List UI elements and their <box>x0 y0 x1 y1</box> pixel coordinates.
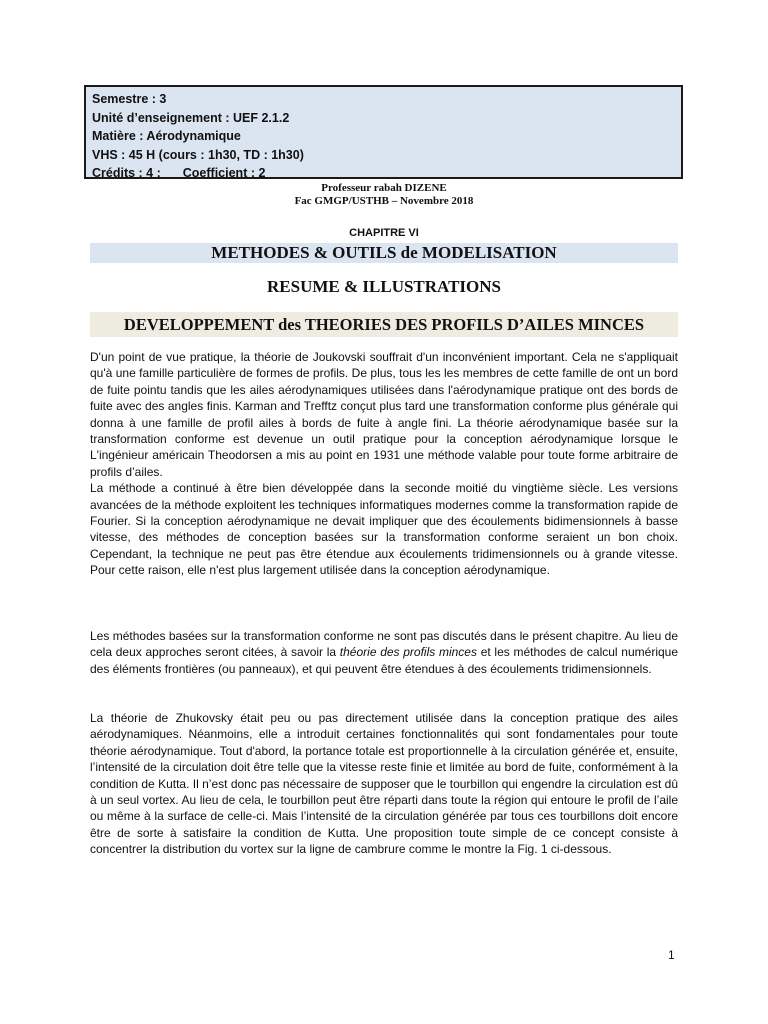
coefficient-value: Coefficient : 2 <box>182 166 266 180</box>
subject-line: Matière : Aérodynamique <box>92 129 241 143</box>
chapter-label: CHAPITRE VI <box>349 227 419 239</box>
credits-value: Crédits : 4 ; <box>92 166 161 180</box>
paragraph-4: La théorie de Zhukovsky était peu ou pas directement utilisée dans la conception pratique des ailes aérodynamiques. Néanmoins, elle a introduit certaines fonctionnalités qui sont fondamentales pour toute théorie aérodynamique. Tout d'abord, la portance totale est proportionnelle à la circulation générée et, ensuite, l’intensité de la circulation doit être telle que la vitesse reste finie et limitée au bord de fuite, conformément à la condition de Kutta. Il n’est donc pas nécessaire de supposer que le tourbillon qui engendre la circulation est dû à un seul vortex. Au lieu de cela, le tourbillon peut être réparti dans toute la région qui entoure le profil de l’aile ou même à la surface de celle-ci. Mais l’intensité de la circulation générée par tous ces tourbillons doit encore être de sorte à satisfaire la condition de Kutta. Une proposition toute simple de ce concept consiste à concentrer la distribution du vortex sur la ligne de cambrure comme le montre la Fig. 1 ci-dessous. <box>90 711 678 857</box>
hours-line: VHS : 45 H (cours : 1h30, TD : 1h30) <box>92 147 304 162</box>
page-title: METHODES & OUTILS de MODELISATION <box>90 243 678 263</box>
paragraph-4-block <box>90 710 678 858</box>
page-number: 1 <box>668 948 675 962</box>
semester-line: Semestre : 3 <box>92 92 167 106</box>
paragraph-3-start: Les méthodes basées sur la transformation conforme ne sont pas discutés dans le présent chapitre. Au lieu de cela deux approches seront citées, à savoir la <box>90 629 678 660</box>
author-affiliation: Fac GMGP/USTHB – Novembre 2018 <box>294 195 474 207</box>
body-block-1 <box>90 349 678 579</box>
teaching-unit-line: Unité d’enseignement : UEF 2.1.2 <box>92 110 290 125</box>
author-name: Professeur rabah DIZENE <box>321 182 447 194</box>
credits-coefficient-line <box>92 164 674 183</box>
thin-airfoil-theory-emphasis: théorie des profils minces <box>339 645 477 660</box>
section-heading: DEVELOPPEMENT des THEORIES DES PROFILS D’AILES MINCES <box>90 312 678 337</box>
paragraph-1: D'un point de vue pratique, la théorie de Joukovski souffrait d'un inconvénient important. Cela ne s'appliquait qu'à une famille particulière de formes de profils. De plus, tous les les membres de cette famille de ont un bord de fuite pointu tandis que les ailes aérodynamiques utilisées dans l'aérodynamique pratique ont des bords de fuite avec des angles finis. Karman and Trefftz conçut plus tard une transformation conforme plus générale qui donna à une famille de profil ailes à bords de fuite à angle fini. La théorie aérodynamique basée sur la transformation conforme est devenue un outil pratique pour la conception aérodynamique lorsque le L'ingénieur américain Theodorsen a mis au point en 1931 une méthode valable pour toute forme arbitraire de profils d’ailes. <box>90 350 678 479</box>
page-subtitle: RESUME & ILLUSTRATIONS <box>267 277 501 296</box>
course-info-box <box>84 85 683 179</box>
paragraph-3 <box>90 628 678 677</box>
paragraph-2: La méthode a continué à être bien développée dans la seconde moitié du vingtième siècle. Les versions avancées de la méthode exploitent les techniques informatiques modernes comme la transformation rapide de Fourier. Si la conception aérodynamique ne devait impliquer que des écoulements bidimensionnels à basse vitesse, des méthodes de conception basées sur la transformation conforme seraient un bon choix. Cependant, la technique ne peut pas être étendue aux écoulements tridimensionnels ou à grande vitesse. Pour cette raison, elle n'est plus largement utilisée dans la conception aérodynamique. <box>90 481 678 578</box>
paragraph-3-end: et les méthodes de calcul numérique des éléments frontières (ou panneaux), et qui peuvent être étendues à des écoulements tridimensionnels. <box>90 645 679 676</box>
